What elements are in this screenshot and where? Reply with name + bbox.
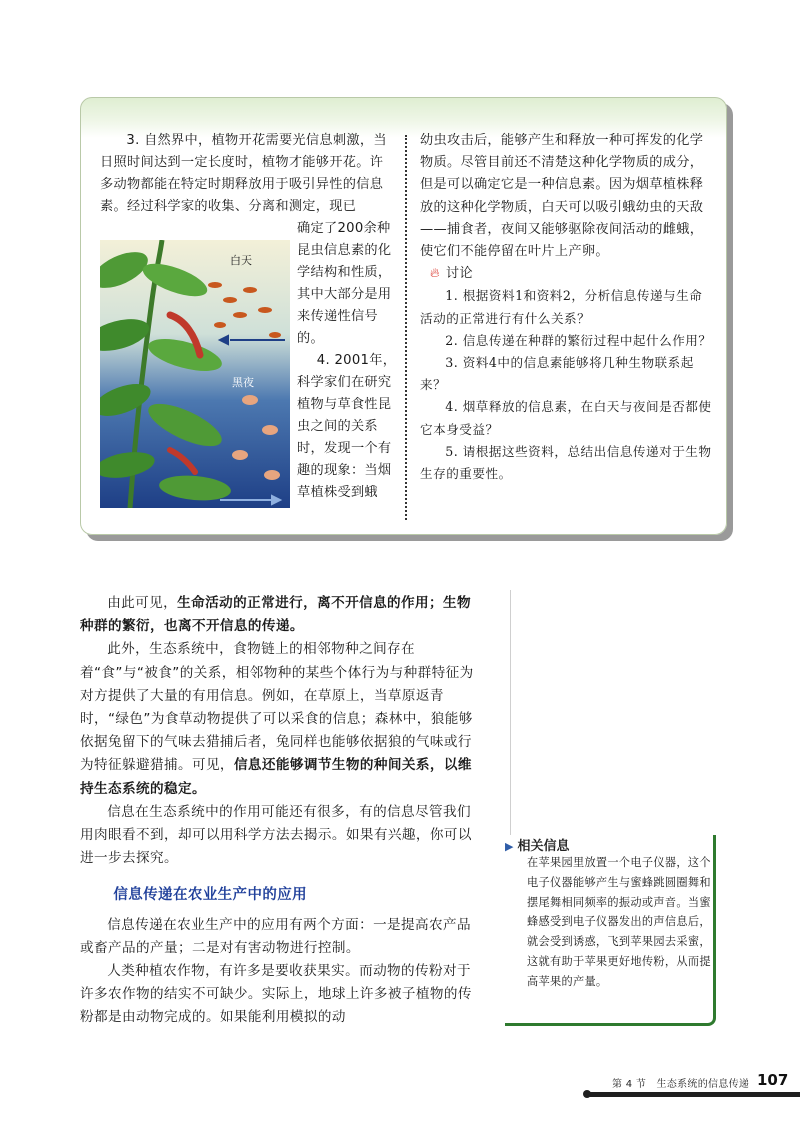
related-info-sidebar [505,835,716,1026]
label-night: 黑夜 [232,376,254,389]
flame-icon: 🔥︎ [430,266,440,282]
material-4-continued: 幼虫攻击后，能够产生和释放一种可挥发的化学物质。尽管目前还不清楚这种化学物质的成分，但是可以确定它是一种信息素。因为烟草植株释放的这种化学物质，白天可以吸引蛾幼虫的天敌——捕食者，夜间又能够驱除夜间活动的雌蛾，使它们不能停留在叶片上产卵。 [420,133,704,260]
section-heading: 信息传递在农业生产中的应用 [113,887,308,904]
margin-rule [510,590,511,835]
discussion-title: 讨论 [445,266,473,282]
paragraph-explore: 信息在生态系统中的作用可能还有很多，有的信息尽管我们用肉眼看不到，却可以用科学方法去揭示。如果有兴趣，你可以进一步去探究。 [80,803,472,867]
question-1: 1. 根据资料1和资料2，分析信息传递与生命活动的正常进行有什么关系？ [420,288,703,326]
paragraph-conclusion [80,592,480,638]
conclusion-bold: 生命活动的正常进行，离不开信息的作用；生物种群的繁衍，也离不开信息的传递。 [80,595,472,635]
material-right-column [420,130,715,485]
related-info-title [505,835,569,854]
material-3-paragraph: 3. 自然界中，植物开花需要光信息刺激，当日照时间达到一定长度时，植物才能够开花。许多动物都能在特定时期释放用于吸引异性的信息素。经过科学家的收集、分离和测定，现已 [100,133,387,214]
question-2: 2. 信息传递在种群的繁衍过程中起什么作用？ [445,332,712,348]
question-4: 4. 烟草释放的信息素，在白天与夜间是否都使它本身受益？ [420,399,712,437]
discussion-heading [430,263,715,285]
related-info-label: 相关信息 [517,839,570,854]
tobacco-moth-illustration [100,240,290,508]
conclusion-intro: 由此可见， [107,595,178,611]
paragraph-pollination: 人类种植农作物，有许多是要收获果实。而动物的传粉对于许多农作物的结实不可缺少。实际上，地球上许多被子植物的传粉都是由动物完成的。如果能利用模拟的动 [80,963,472,1026]
material-wrap-column [297,218,397,504]
paragraph-interspecies [80,638,480,800]
column-divider [405,135,409,520]
illustration-svg [100,240,290,508]
footer-rule [585,1092,800,1097]
material-left-column [100,130,390,218]
question-5: 5. 请根据这些资料，总结出信息传递对于生物生存的重要性。 [420,443,712,482]
interspecies-bold: 信息还能够调节生物的种间关系，以维持生态系统的稳定。 [80,757,472,797]
main-text [80,592,480,1030]
related-info-text: 在苹果园里放置一个电子仪器，这个电子仪器能够产生与蜜蜂跳圆圈舞和摆尾舞相同频率的振动或声音。当蜜蜂感受到电子仪器发出的声信息后，就会受到诱惑，飞到苹果园去采蜜，这就有助于苹果更好地传粉，从而提高苹果的产量。 [527,856,711,988]
triangle-icon: ▶ [505,840,514,853]
question-3: 3. 资料4中的信息素能够将几种生物联系起来？ [420,355,694,393]
wrap-paragraph-2: 4. 2001年，科学家们在研究植物与草食性昆虫之间的关系时，发现一个有趣的现象：当烟草植株受到蛾 [297,353,397,500]
label-day: 白天 [230,254,252,267]
paragraph-agriculture: 信息传递在农业生产中的应用有两个方面：一是提高农产品或畜产品的产量；二是对有害动物进行控制。 [80,916,472,956]
wrap-paragraph-1: 确定了200余种昆虫信息素的化学结构和性质，其中大部分是用来传递性信号的。 [297,221,392,346]
footer-section-title: 第 4 节 生态系统的信息传递 [612,1079,750,1090]
interspecies-text: 此外，生态系统中，食物链上的相邻物种之间存在着“食”与“被食”的关系，相邻物种的某些个体行为与种群特征为对方提供了大量的有用信息。例如，在草原上，当草原返青时，“绿色”为食草动物提供了可以采食的信息；森林中，狼能够依据兔留下的气味去猎捕后者，兔同样也能够依据狼的气味或行为特征躲避猎捕。可见， [80,641,474,774]
page-number: 107 [757,1071,789,1089]
